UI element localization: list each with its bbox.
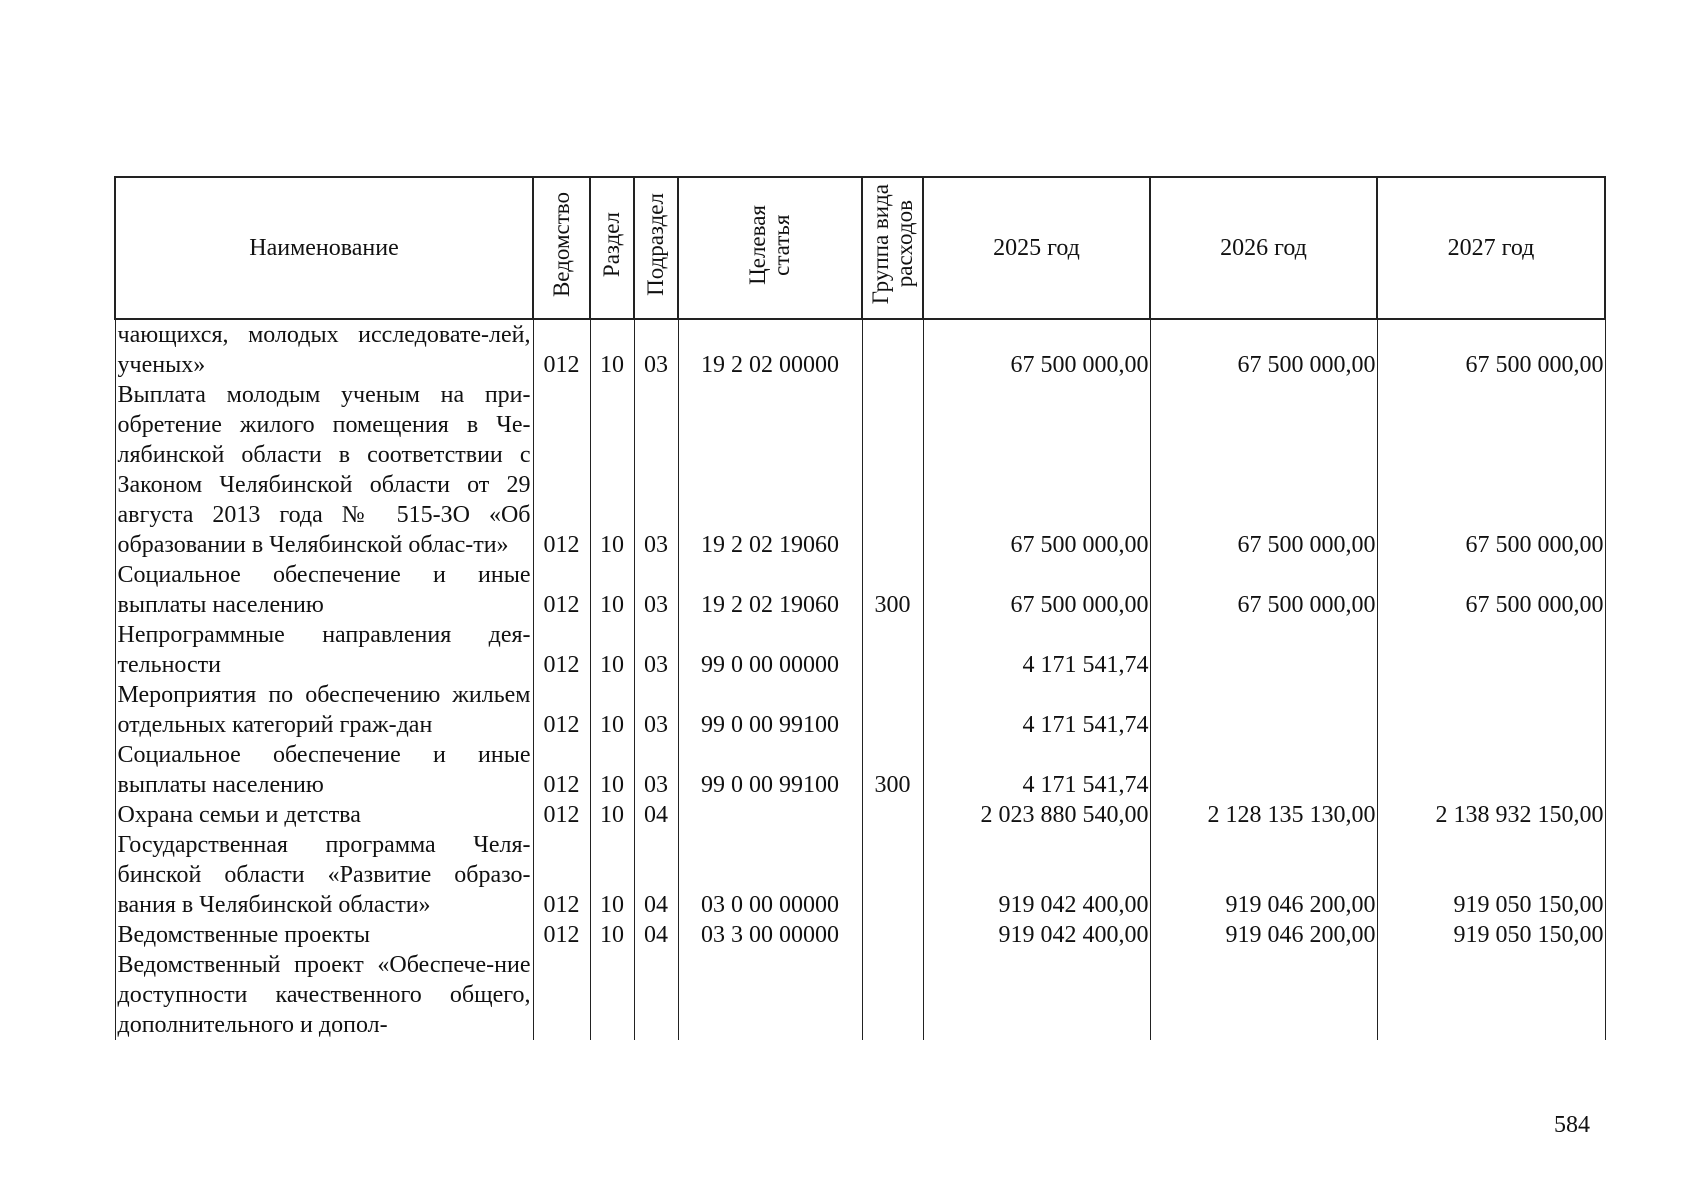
cell-y2025: 2 023 880 540,00 <box>923 800 1150 830</box>
table-row <box>115 950 1605 1040</box>
cell-cs: 19 2 02 19060 <box>678 560 862 620</box>
cell-podrazdel: 04 <box>634 920 678 950</box>
cell-name: чающихся, молодых исследовате-лей, ученых» <box>115 319 533 380</box>
cell-y2027: 67 500 000,00 <box>1377 380 1605 560</box>
cell-y2027 <box>1377 950 1605 1040</box>
cell-y2026 <box>1150 950 1377 1040</box>
cell-ved: 012 <box>533 380 590 560</box>
cell-y2025: 4 171 541,74 <box>923 740 1150 800</box>
cell-podrazdel: 03 <box>634 680 678 740</box>
header-2025: 2025 год <box>923 177 1150 319</box>
cell-name: Социальное обеспечение и иные выплаты населению <box>115 740 533 800</box>
cell-y2025: 919 042 400,00 <box>923 920 1150 950</box>
cell-name: Социальное обеспечение и иные выплаты населению <box>115 560 533 620</box>
cell-y2026 <box>1150 680 1377 740</box>
cell-ved: 012 <box>533 740 590 800</box>
cell-razdel: 10 <box>590 800 634 830</box>
cell-ved: 012 <box>533 920 590 950</box>
cell-name: Государственная программа Челя-бинской области «Развитие образо-вания в Челябинской области» <box>115 830 533 920</box>
cell-gvr: 300 <box>862 560 923 620</box>
cell-y2027: 919 050 150,00 <box>1377 830 1605 920</box>
cell-y2027 <box>1377 680 1605 740</box>
table-row <box>115 920 1605 950</box>
cell-ved <box>533 950 590 1040</box>
cell-cs <box>678 800 862 830</box>
cell-y2027: 919 050 150,00 <box>1377 920 1605 950</box>
header-podrazdel: Подраздел <box>634 177 678 319</box>
cell-y2025: 67 500 000,00 <box>923 380 1150 560</box>
header-2027: 2027 год <box>1377 177 1605 319</box>
cell-y2027: 2 138 932 150,00 <box>1377 800 1605 830</box>
table-row <box>115 830 1605 920</box>
table-row <box>115 620 1605 680</box>
cell-cs: 99 0 00 00000 <box>678 620 862 680</box>
table-row <box>115 560 1605 620</box>
cell-razdel: 10 <box>590 680 634 740</box>
cell-gvr <box>862 830 923 920</box>
table-row <box>115 800 1605 830</box>
budget-table <box>114 176 1606 1040</box>
cell-y2025: 4 171 541,74 <box>923 680 1150 740</box>
cell-razdel: 10 <box>590 620 634 680</box>
cell-y2026: 67 500 000,00 <box>1150 560 1377 620</box>
cell-podrazdel: 04 <box>634 800 678 830</box>
cell-gvr <box>862 319 923 380</box>
cell-ved: 012 <box>533 319 590 380</box>
table-header <box>115 177 1605 319</box>
cell-cs: 03 3 00 00000 <box>678 920 862 950</box>
cell-y2026: 2 128 135 130,00 <box>1150 800 1377 830</box>
cell-name: Ведомственный проект «Обеспече-ние доступности качественного общего, дополнительного и допол- <box>115 950 533 1040</box>
cell-y2025: 4 171 541,74 <box>923 620 1150 680</box>
cell-gvr <box>862 950 923 1040</box>
table-row <box>115 380 1605 560</box>
cell-podrazdel: 03 <box>634 620 678 680</box>
table-row <box>115 319 1605 380</box>
cell-podrazdel <box>634 950 678 1040</box>
header-name: Наименование <box>115 177 533 319</box>
cell-y2027 <box>1377 740 1605 800</box>
cell-gvr <box>862 380 923 560</box>
cell-y2027: 67 500 000,00 <box>1377 319 1605 380</box>
cell-cs: 03 0 00 00000 <box>678 830 862 920</box>
cell-y2025: 67 500 000,00 <box>923 560 1150 620</box>
cell-name: Охрана семьи и детства <box>115 800 533 830</box>
cell-name: Мероприятия по обеспечению жильем отдельных категорий граж-дан <box>115 680 533 740</box>
table-row <box>115 680 1605 740</box>
cell-razdel: 10 <box>590 380 634 560</box>
header-2026: 2026 год <box>1150 177 1377 319</box>
cell-y2027 <box>1377 620 1605 680</box>
cell-y2026 <box>1150 740 1377 800</box>
cell-gvr <box>862 800 923 830</box>
cell-name: Непрограммные направления дея-тельности <box>115 620 533 680</box>
cell-cs: 99 0 00 99100 <box>678 740 862 800</box>
cell-podrazdel: 03 <box>634 560 678 620</box>
cell-ved: 012 <box>533 560 590 620</box>
cell-y2025: 919 042 400,00 <box>923 830 1150 920</box>
cell-razdel: 10 <box>590 920 634 950</box>
cell-y2027: 67 500 000,00 <box>1377 560 1605 620</box>
cell-y2025: 67 500 000,00 <box>923 319 1150 380</box>
cell-ved: 012 <box>533 830 590 920</box>
table-row <box>115 740 1605 800</box>
table-body <box>115 319 1605 1040</box>
cell-gvr <box>862 680 923 740</box>
cell-cs: 19 2 02 00000 <box>678 319 862 380</box>
cell-podrazdel: 04 <box>634 830 678 920</box>
cell-ved: 012 <box>533 680 590 740</box>
cell-y2026 <box>1150 620 1377 680</box>
cell-razdel: 10 <box>590 560 634 620</box>
cell-gvr <box>862 920 923 950</box>
cell-podrazdel: 03 <box>634 319 678 380</box>
header-ved: Ведомство <box>533 177 590 319</box>
cell-podrazdel: 03 <box>634 380 678 560</box>
header-gvr: Группа вида расходов <box>862 177 923 319</box>
page-number: 584 <box>1554 1112 1590 1138</box>
cell-razdel: 10 <box>590 740 634 800</box>
cell-y2026: 919 046 200,00 <box>1150 830 1377 920</box>
cell-ved: 012 <box>533 800 590 830</box>
cell-cs: 19 2 02 19060 <box>678 380 862 560</box>
cell-y2026: 67 500 000,00 <box>1150 319 1377 380</box>
cell-podrazdel: 03 <box>634 740 678 800</box>
header-cs: Целевая статья <box>678 177 862 319</box>
cell-name: Ведомственные проекты <box>115 920 533 950</box>
cell-y2026: 919 046 200,00 <box>1150 920 1377 950</box>
cell-razdel: 10 <box>590 830 634 920</box>
cell-gvr: 300 <box>862 740 923 800</box>
header-razdel: Раздел <box>590 177 634 319</box>
cell-name: Выплата молодым ученым на при-обретение жилого помещения в Че-лябинской области в соответствии с Законом Челябинской области от 29 августа 2013 года № 515-ЗО «Об образовании в Челябинской облас-ти» <box>115 380 533 560</box>
cell-y2026: 67 500 000,00 <box>1150 380 1377 560</box>
cell-ved: 012 <box>533 620 590 680</box>
cell-cs <box>678 950 862 1040</box>
cell-cs: 99 0 00 99100 <box>678 680 862 740</box>
cell-y2025 <box>923 950 1150 1040</box>
cell-razdel <box>590 950 634 1040</box>
cell-gvr <box>862 620 923 680</box>
cell-razdel: 10 <box>590 319 634 380</box>
